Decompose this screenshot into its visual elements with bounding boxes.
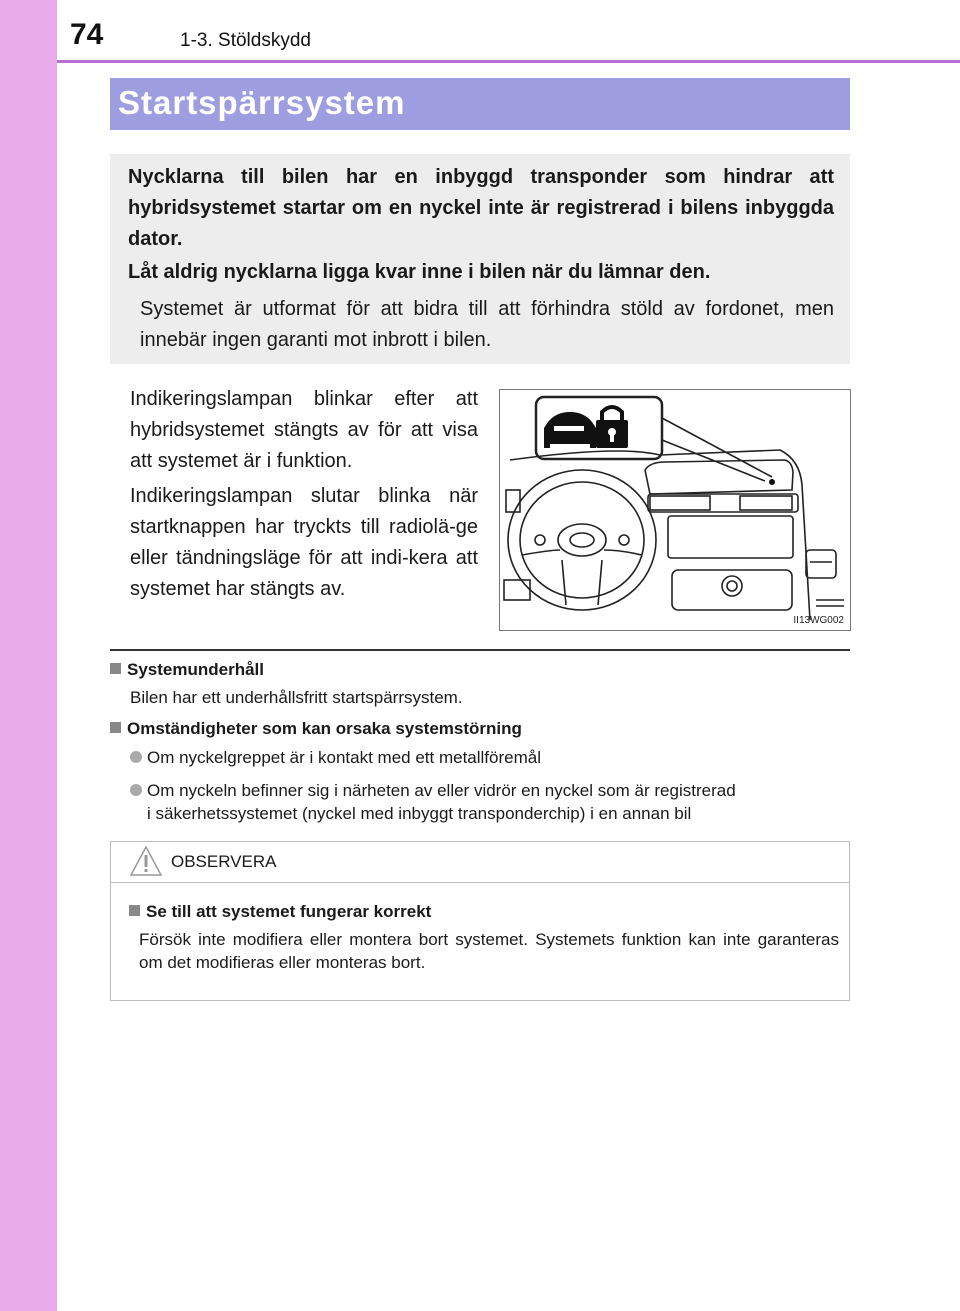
square-bullet-icon [110, 722, 121, 733]
page-title: Startspärrsystem [118, 84, 406, 121]
caution-header [111, 842, 849, 883]
intro-box [110, 154, 850, 364]
caution-box [110, 841, 850, 1001]
header-rule [57, 60, 960, 63]
warning-triangle-icon [129, 845, 163, 877]
side-tab-strip [0, 0, 57, 1311]
section-label: 1-3. Stöldskydd [180, 30, 311, 51]
title-bar [110, 78, 850, 130]
circle-bullet-icon [130, 784, 142, 796]
body-paragraph-2: Indikeringslampan slutar blinka när startknappen har tryckts till radiolä-ge eller tändningsläge för att indi-kera att systemet har stängts av. [130, 485, 478, 600]
maintenance-text: Bilen har ett underhållsfritt startspärrsystem. [130, 688, 463, 707]
dashboard-illustration [499, 389, 851, 631]
maintenance-heading: Systemunderhåll [110, 660, 264, 680]
list-item: Om nyckeln befinner sig i närheten av eller vidrör en nyckel som är registrerad i säkerhetssystemet (nyckel med inbyggt transponderchip) i en annan bil [130, 779, 850, 825]
circle-bullet-icon [130, 751, 142, 763]
square-bullet-icon [110, 663, 121, 674]
section-divider [110, 649, 850, 651]
intro-text: Nycklarna till bilen har en inbyggd transponder som hindrar att hybridsystemet startar om en nyckel inte är registrerad i bilens inbyggda dator. [128, 166, 834, 250]
caution-heading: Se till att systemet fungerar korrekt [129, 902, 431, 922]
malfunction-heading: Omständigheter som kan orsaka systemstörning [110, 719, 522, 739]
caution-label: OBSERVERA [171, 852, 277, 871]
intro-warning: Låt aldrig nycklarna ligga kvar inne i bilen när du lämnar den. [128, 261, 711, 283]
list-item: Om nyckelgreppet är i kontakt med ett metallföremål [130, 746, 850, 769]
square-bullet-icon [129, 905, 140, 916]
intro-note: Systemet är utformat för att bidra till att förhindra stöld av fordonet, men innebär ingen garanti mot inbrott i bilen. [140, 298, 834, 351]
caution-text: Försök inte modifiera eller montera bort systemet. Systemets funktion kan inte garanteras om det modifieras eller monteras bort. [139, 930, 839, 972]
illustration-code: II13WG002 [793, 615, 844, 626]
body-paragraph-1: Indikeringslampan blinkar efter att hybridsystemet stängts av för att visa att systemet är i funktion. [130, 388, 478, 472]
page-number: 74 [70, 18, 104, 51]
dashboard-drawing [500, 390, 850, 630]
